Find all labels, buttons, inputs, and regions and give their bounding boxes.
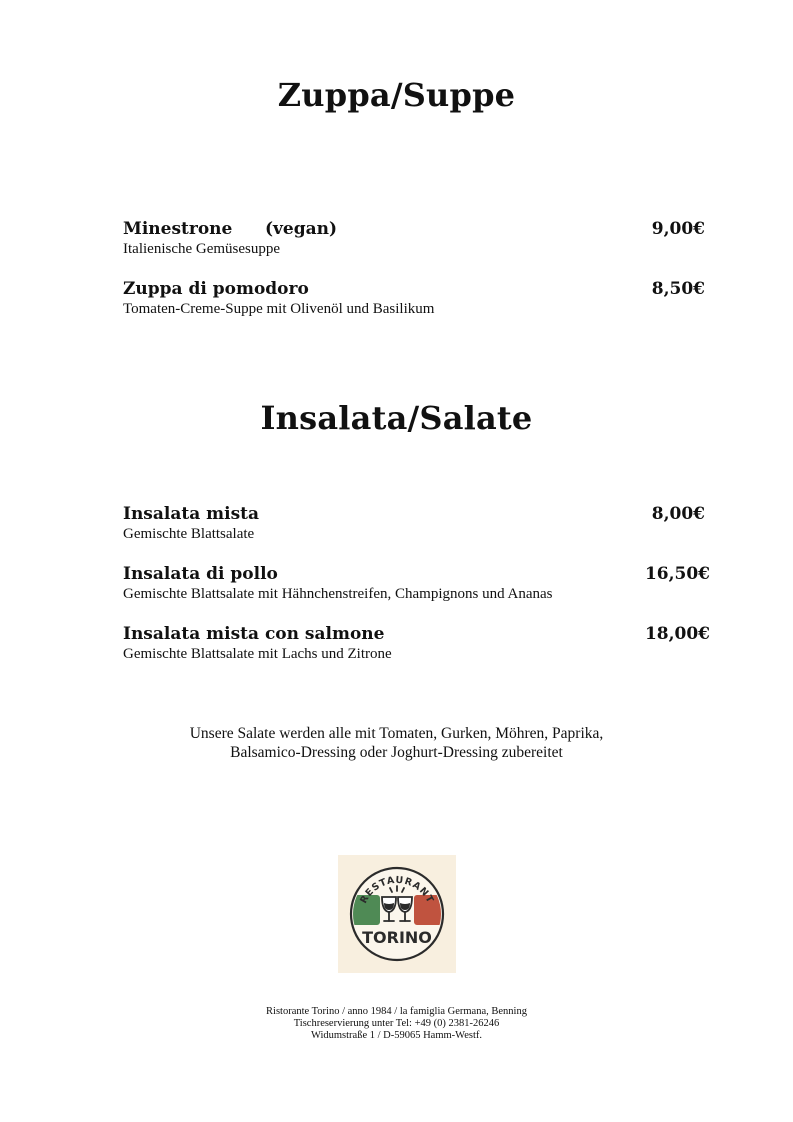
menu-item-price: 18,00€: [644, 624, 710, 644]
salad-note-line: Unsere Salate werden alle mit Tomaten, Gurken, Möhren, Paprika,: [189, 725, 604, 742]
footer-line: Ristorante Torino / anno 1984 / la famiglia Germana, Benning: [266, 1006, 527, 1017]
section-title-soup: Zuppa/Suppe: [277, 76, 516, 114]
menu-item-price: 9,00€: [651, 219, 705, 239]
menu-item-price: 8,50€: [651, 279, 705, 299]
menu-item-name: Minestrone: [123, 219, 233, 239]
salad-preparation-note: [0, 724, 793, 762]
logo-arc-text: RESTAURANT: [358, 874, 436, 906]
menu-item-zuppa-di-pomodoro: [123, 279, 713, 318]
restaurant-logo-badge: [338, 855, 456, 973]
footer: [0, 1006, 793, 1042]
footer-line: Widumstraße 1 / D-59065 Hamm-Westf.: [310, 1030, 483, 1041]
menu-item-name: Zuppa di pomodoro: [123, 279, 309, 299]
menu-item-description: Gemischte Blattsalate: [123, 526, 255, 542]
menu-item-name: Insalata di pollo: [123, 564, 278, 584]
section-title-salad: Insalata/Salate: [260, 399, 533, 437]
menu-item-price: 8,00€: [651, 504, 705, 524]
footer-line: Tischreservierung unter Tel: +49 (0) 2381-26246: [293, 1018, 500, 1029]
menu-item-description: Gemischte Blattsalate mit Hähnchenstreifen, Champignons und Ananas: [123, 586, 553, 602]
menu-item-description: Italienische Gemüsesuppe: [123, 241, 281, 257]
restaurant-logo: [338, 855, 456, 973]
menu-item-insalata-di-pollo: [123, 564, 713, 603]
menu-item-diet-note: (vegan): [265, 219, 338, 239]
menu-item-price: 16,50€: [644, 564, 710, 584]
logo-name-text: TORINO: [362, 928, 432, 947]
menu-item-insalata-mista-con-salmone: [123, 624, 713, 663]
menu-item-description: Tomaten-Creme-Suppe mit Olivenöl und Basilikum: [123, 301, 435, 317]
menu-item-description: Gemischte Blattsalate mit Lachs und Zitrone: [123, 646, 392, 662]
menu-item-minestrone: [123, 219, 713, 258]
menu-item-name: Insalata mista con salmone: [123, 624, 385, 644]
menu-item-insalata-mista: [123, 504, 713, 543]
menu-item-name: Insalata mista: [123, 504, 260, 524]
salad-note-line: Balsamico-Dressing oder Joghurt-Dressing zubereitet: [230, 744, 563, 761]
